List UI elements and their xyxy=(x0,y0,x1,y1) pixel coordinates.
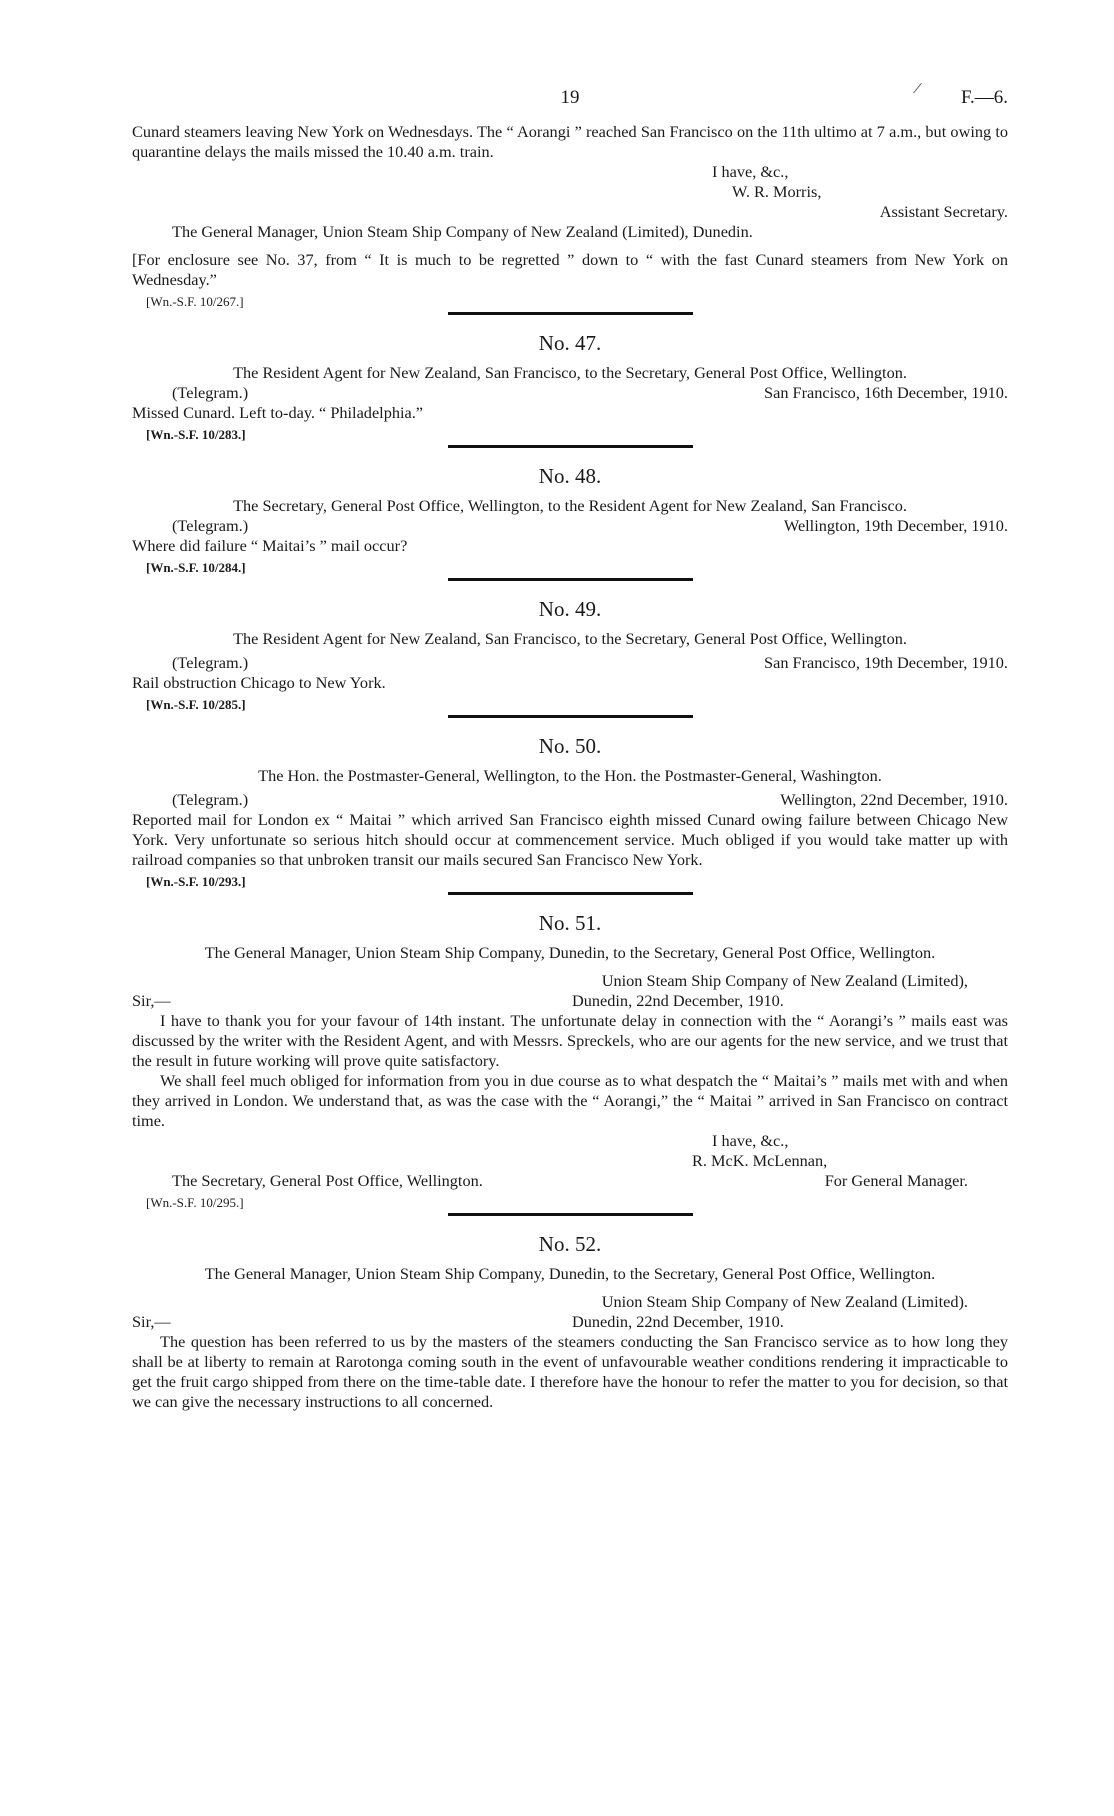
intro-signatory-title: Assistant Secretary. xyxy=(879,202,1008,221)
section-heading: No. 51. xyxy=(538,911,602,935)
place-date: Wellington, 22nd December, 1910. xyxy=(780,790,1008,809)
addressee-line xyxy=(132,1171,1008,1191)
letter-paragraph: We shall feel much obliged for information from you in due course as to what despatch the “ Maitai’s ” mails met with and when they arrived in London. We understand that, as was the case with the “ Aorangi,” the “ Maitai ” arrived in San Francisco on contract time. xyxy=(132,1071,1008,1130)
intro-closing: I have, &c., xyxy=(712,162,789,181)
place-date: San Francisco, 19th December, 1910. xyxy=(764,653,1008,672)
letterhead-date: Dunedin, 22nd December, 1910. xyxy=(572,991,784,1010)
file-reference: [Wn.-S.F. 10/295.] xyxy=(146,1195,244,1210)
section-address: The General Manager, Union Steam Ship Company, Dunedin, to the Secretary, General Post Office, Wellington. xyxy=(204,1264,936,1283)
section-rule xyxy=(448,312,693,315)
section-address: The Secretary, General Post Office, Wellington, to the Resident Agent for New Zealand, San Francisco. xyxy=(233,496,907,515)
section-address: The Hon. the Postmaster-General, Wellington, to the Hon. the Postmaster-General, Washington. xyxy=(258,766,882,785)
telegram-label: (Telegram.) xyxy=(172,383,249,402)
handwritten-mark: / xyxy=(911,77,924,99)
letter-paragraph: The question has been referred to us by the masters of the steamers conducting the San Francisco service as to how long they shall be at liberty to remain at Rarotonga coming south in the event of unfavourable weather conditions rendering it impracticable to get the fruit cargo shipped from there on the time-table date. I therefore have the honour to refer the matter to you for decision, so that we can give the necessary instructions to all concerned. xyxy=(132,1332,1008,1411)
telegram-line xyxy=(172,653,1008,673)
section-address: The Resident Agent for New Zealand, San Francisco, to the Secretary, General Post Office, Wellington. xyxy=(233,629,907,648)
section-heading: No. 49. xyxy=(538,597,602,621)
telegram-line xyxy=(172,516,1008,536)
file-reference: [Wn.-S.F. 10/283.] xyxy=(146,427,246,442)
section-heading: No. 50. xyxy=(538,734,602,758)
section-heading: No. 47. xyxy=(538,331,602,355)
section-rule xyxy=(448,715,693,718)
section-rule xyxy=(448,892,693,895)
telegram-label: (Telegram.) xyxy=(172,653,249,672)
intro-continuation: Cunard steamers leaving New York on Wednesdays. The “ Aorangi ” reached San Francisco on the 11th ultimo at 7 a.m., but owing to quarantine delays the mails missed the 10.40 a.m. train. xyxy=(132,122,1008,161)
telegram-body: Rail obstruction Chicago to New York. xyxy=(132,673,386,692)
letter-paragraph: I have to thank you for your favour of 14th instant. The unfortunate delay in connection with the “ Aorangi’s ” mails east was discussed by the writer with the Resident Agent, and with Messrs. Spreckels, who are our agents for the new service, and we trust that the result in future working will prove quite satisfactory. xyxy=(132,1011,1008,1070)
salutation-line xyxy=(132,991,1008,1011)
place-date: Wellington, 19th December, 1910. xyxy=(783,516,1008,535)
section-rule xyxy=(448,1213,693,1216)
section-rule xyxy=(448,445,693,448)
telegram-body: Reported mail for London ex “ Maitai ” which arrived San Francisco eighth missed Cunard owing failure between Chicago New York. Very unfortunate so serious hitch should occur at commencement service. Much obliged if you would take matter up with railroad companies so that unbroken transit our mails secured San Francisco New York. xyxy=(132,810,1008,869)
section-address: The General Manager, Union Steam Ship Company, Dunedin, to the Secretary, General Post Office, Wellington. xyxy=(204,943,936,962)
letter-signatory: R. McK. McLennan, xyxy=(692,1151,828,1170)
letterhead-company: Union Steam Ship Company of New Zealand (Limited). xyxy=(601,1292,968,1311)
telegram-label: (Telegram.) xyxy=(172,790,249,809)
telegram-line xyxy=(172,383,1008,403)
file-reference: [Wn.-S.F. 10/285.] xyxy=(146,697,246,712)
letterhead-company: Union Steam Ship Company of New Zealand (Limited), xyxy=(601,971,968,990)
enclosure-note: [For enclosure see No. 37, from “ It is much to be regretted ” down to “ with the fast Cunard steamers from New York on Wednesday.” xyxy=(132,250,1008,289)
document-page xyxy=(132,77,1008,1412)
file-reference: [Wn.-S.F. 10/284.] xyxy=(146,560,246,575)
place-date: San Francisco, 16th December, 1910. xyxy=(764,383,1008,402)
telegram-line xyxy=(172,790,1008,810)
section-heading: No. 52. xyxy=(538,1232,602,1256)
telegram-body: Missed Cunard. Left to-day. “ Philadelphia.” xyxy=(132,403,424,422)
file-reference: [Wn.-S.F. 10/293.] xyxy=(146,874,246,889)
letter-addressee: The Secretary, General Post Office, Wellington. xyxy=(172,1171,483,1190)
intro-addressee: The General Manager, Union Steam Ship Company of New Zealand (Limited), Dunedin. xyxy=(172,222,753,241)
salutation-line xyxy=(132,1312,1008,1332)
intro-signatory: W. R. Morris, xyxy=(732,182,822,201)
page-header xyxy=(132,77,1008,122)
file-reference: [Wn.-S.F. 10/267.] xyxy=(146,294,244,309)
letter-closing: I have, &c., xyxy=(712,1131,789,1150)
telegram-body: Where did failure “ Maitai’s ” mail occur? xyxy=(132,536,408,555)
letterhead-date: Dunedin, 22nd December, 1910. xyxy=(572,1312,784,1331)
letter-signatory-title: For General Manager. xyxy=(824,1171,968,1190)
section-rule xyxy=(448,578,693,581)
telegram-label: (Telegram.) xyxy=(172,516,249,535)
section-address: The Resident Agent for New Zealand, San Francisco, to the Secretary, General Post Office, Wellington. xyxy=(233,363,907,382)
salutation: Sir,— xyxy=(132,1312,171,1331)
page-reference: F.—6. xyxy=(960,87,1008,108)
section-heading: No. 48. xyxy=(538,464,602,488)
salutation: Sir,— xyxy=(132,991,171,1010)
page-number: 19 xyxy=(560,87,580,108)
